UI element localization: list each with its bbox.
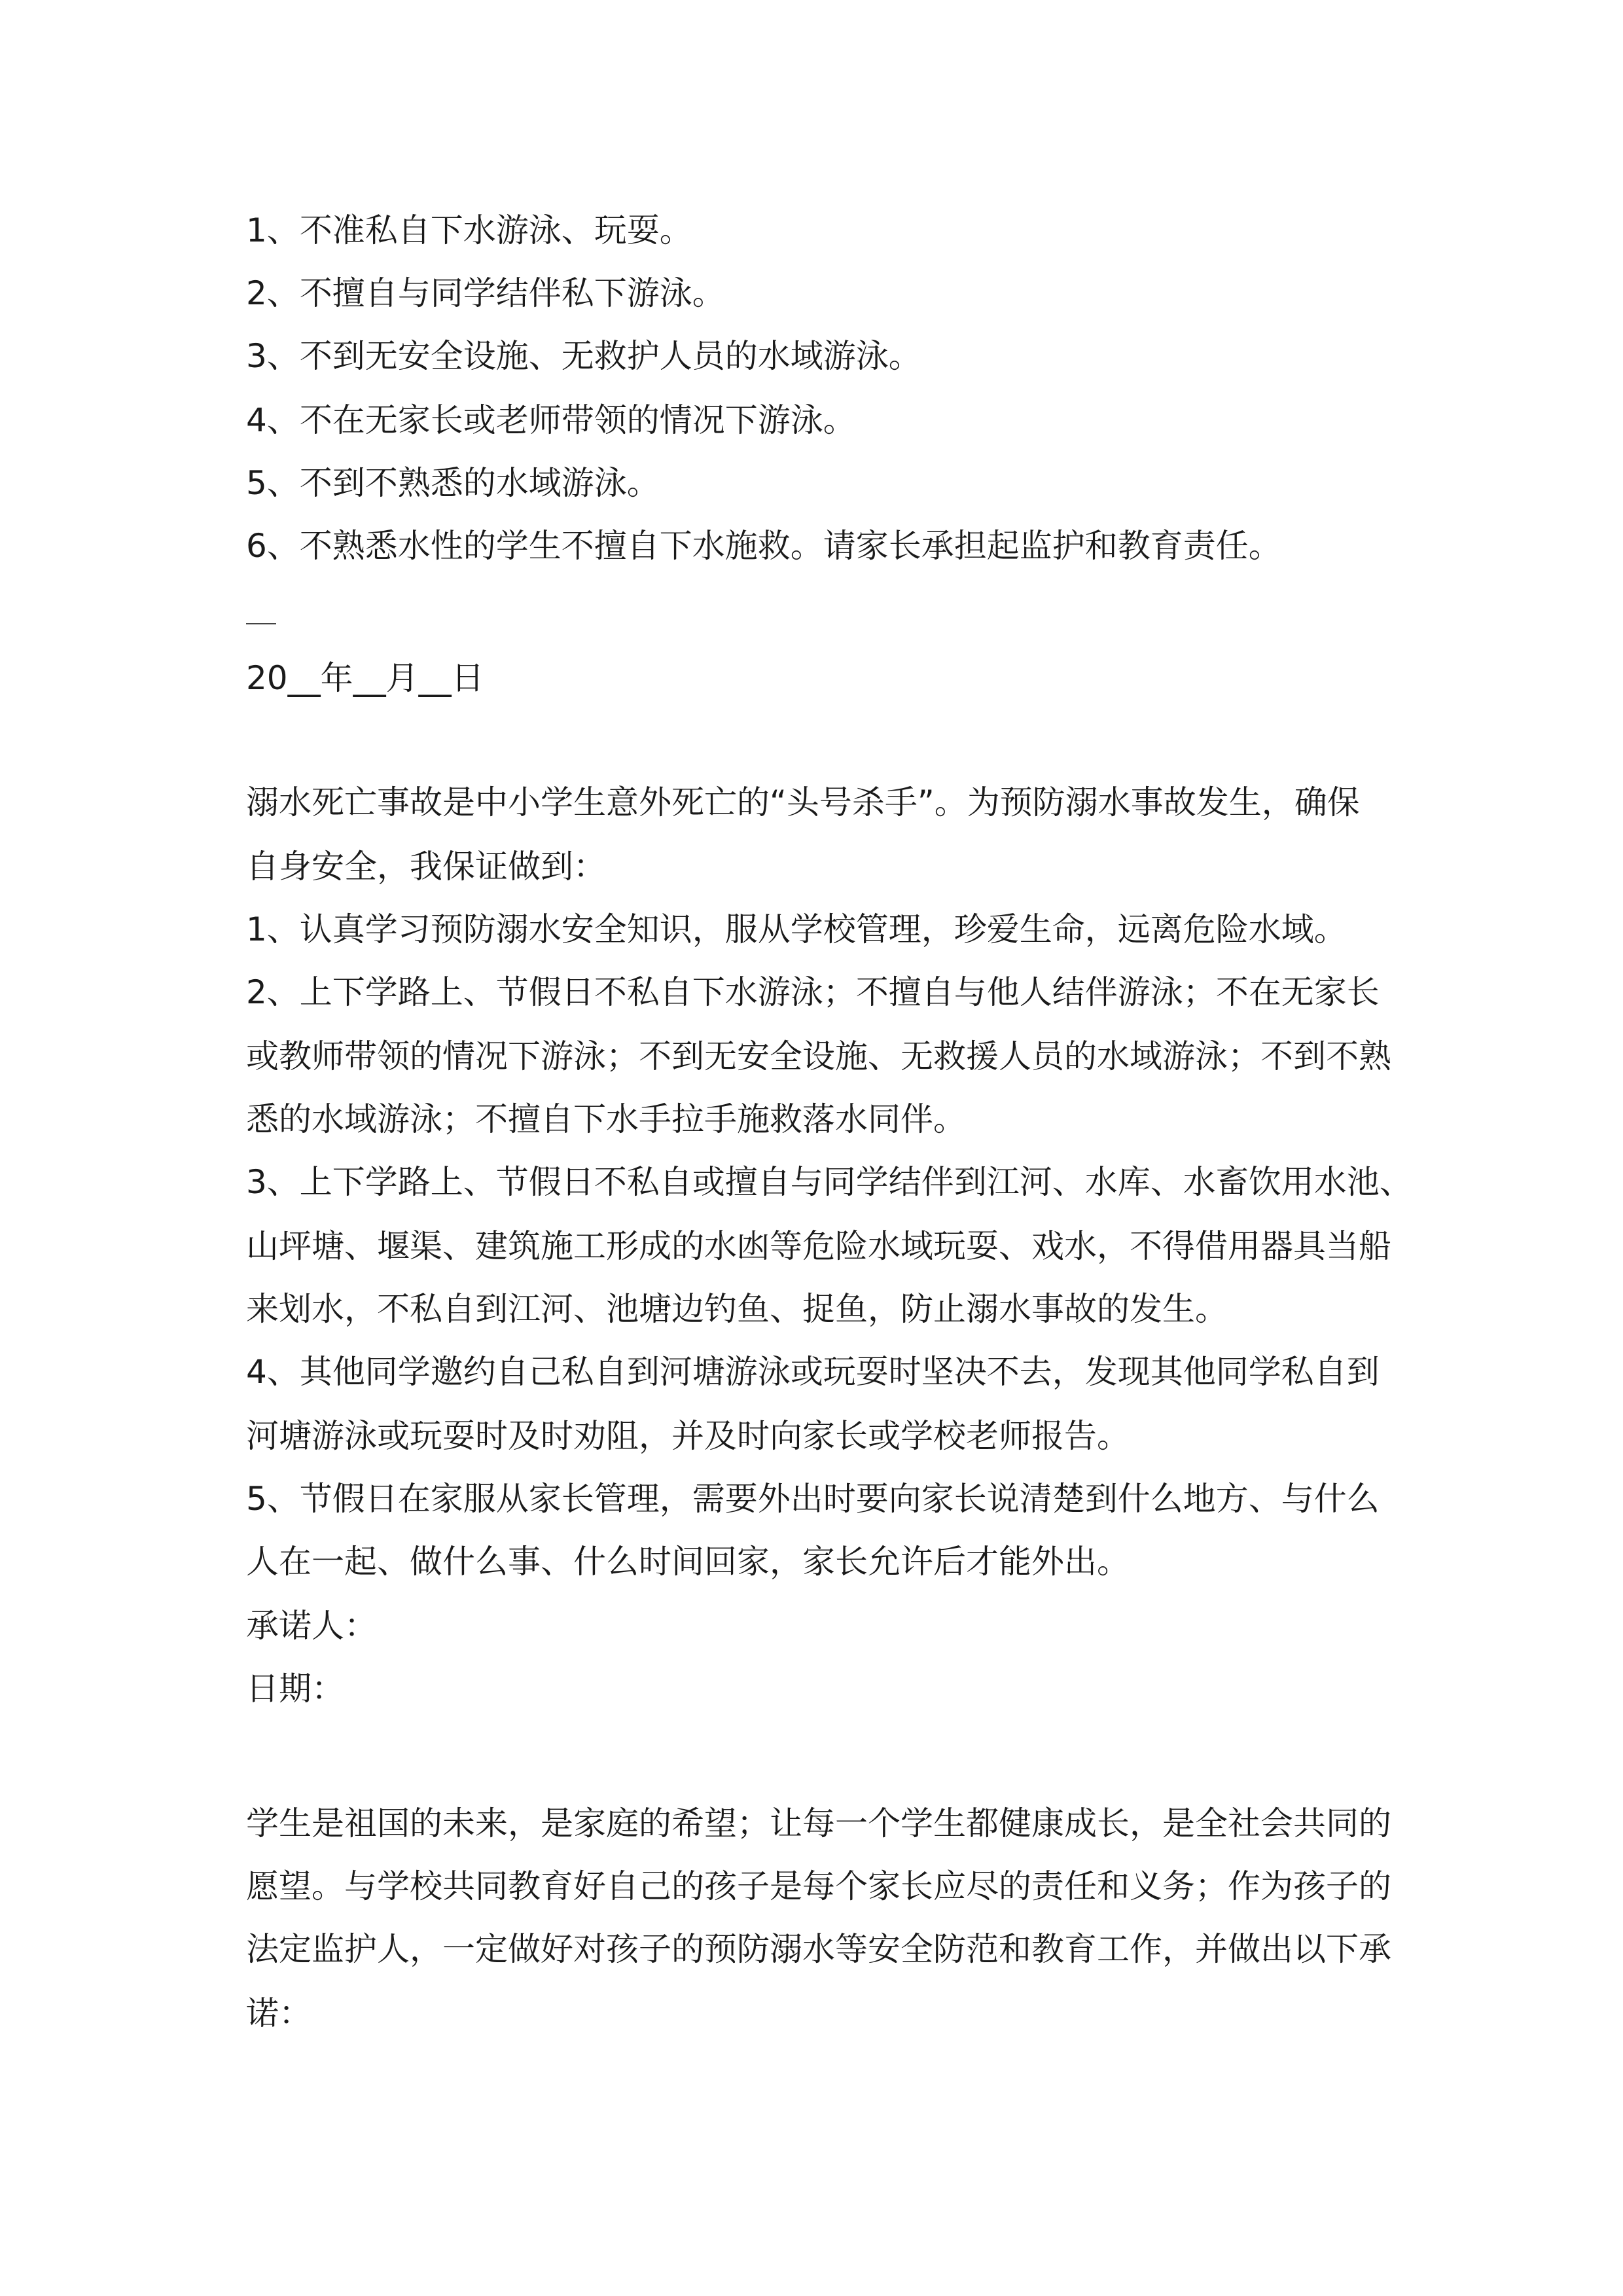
pledge-line-9: 来划水，不私自到江河、池塘边钓鱼、捉鱼，防止溺水事故的发生。: [246, 1290, 1228, 1328]
parent-line-1: 学生是祖国的未来，是家庭的希望；让每一个学生都健康成长，是全社会共同的: [246, 1804, 1391, 1842]
rule-1: 1、不准私自下水游泳、玩耍。: [246, 211, 692, 249]
pledge-line-2: 自身安全，我保证做到：: [246, 848, 606, 886]
date-line: 20__年__月__日: [246, 659, 484, 697]
signature-blank-line: [246, 623, 276, 624]
parent-line-4: 诺：: [246, 1994, 312, 2032]
pledge-line-13: 人在一起、做什么事、什么时间回家，家长允许后才能外出。: [246, 1543, 1130, 1581]
pledge-line-10: 4、其他同学邀约自己私自到河塘游泳或玩耍时坚决不去，发现其他同学私自到: [246, 1353, 1380, 1391]
rule-2: 2、不擅自与同学结伴私下游泳。: [246, 274, 725, 312]
pledge-line-4: 2、上下学路上、节假日不私自下水游泳；不擅自与他人结伴游泳；不在无家长: [246, 973, 1380, 1011]
rule-5: 5、不到不熟悉的水域游泳。: [246, 464, 660, 502]
rule-3: 3、不到无安全设施、无救护人员的水域游泳。: [246, 337, 921, 375]
rule-4: 4、不在无家长或老师带领的情况下游泳。: [246, 401, 856, 439]
pledge-line-7: 3、上下学路上、节假日不私自或擅自与同学结伴到江河、水库、水畜饮用水池、: [246, 1163, 1412, 1201]
signer-label: 承诺人：: [246, 1607, 377, 1645]
pledge-line-1: 溺水死亡事故是中小学生意外死亡的“头号杀手”。为预防溺水事故发生，确保: [246, 783, 1360, 821]
pledge-line-6: 悉的水域游泳；不擅自下水手拉手施救落水同伴。: [246, 1100, 966, 1138]
pledge-line-8: 山坪塘、堰渠、建筑施工形成的水凼等危险水域玩耍、戏水，不得借用器具当船: [246, 1227, 1391, 1265]
pledge-line-12: 5、节假日在家服从家长管理，需要外出时要向家长说清楚到什么地方、与什么: [246, 1480, 1380, 1518]
parent-line-2: 愿望。与学校共同教育好自己的孩子是每个家长应尽的责任和义务；作为孩子的: [246, 1867, 1391, 1905]
pledge-line-11: 河塘游泳或玩耍时及时劝阻，并及时向家长或学校老师报告。: [246, 1417, 1130, 1455]
pledge-line-3: 1、认真学习预防溺水安全知识，服从学校管理，珍爱生命，远离危险水域。: [246, 910, 1347, 948]
pledge-line-5: 或教师带领的情况下游泳；不到无安全设施、无救援人员的水域游泳；不到不熟: [246, 1037, 1391, 1075]
parent-line-3: 法定监护人，一定做好对孩子的预防溺水等安全防范和教育工作，并做出以下承: [246, 1930, 1391, 1968]
pledge-date-label: 日期：: [246, 1670, 344, 1708]
rule-6: 6、不熟悉水性的学生不擅自下水施救。请家长承担起监护和教育责任。: [246, 527, 1281, 565]
